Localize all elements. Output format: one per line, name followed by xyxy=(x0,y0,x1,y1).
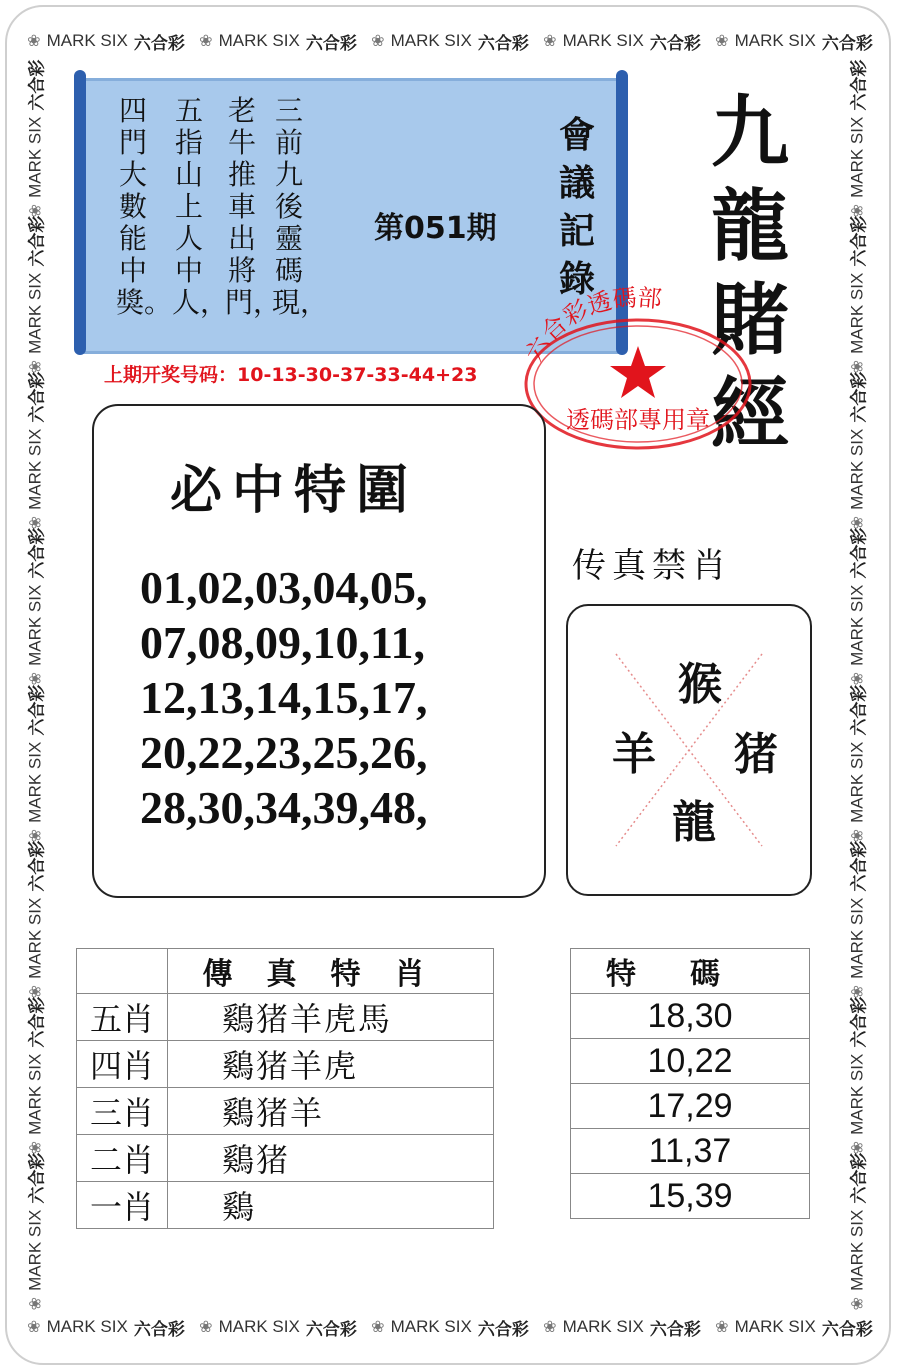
ban-zodiac-top: 猴 xyxy=(678,659,722,710)
flower-icon: ❀ xyxy=(27,1319,41,1336)
zodiac-cell: 鷄猪 xyxy=(168,1135,494,1182)
brand-cn: 六合彩 xyxy=(27,996,47,1048)
brand-watermark xyxy=(845,216,870,374)
number-row: 20,22,23,25,26, xyxy=(140,727,428,778)
brand-watermark xyxy=(845,59,870,217)
stamp-center-text: 透碼部專用章 xyxy=(566,406,710,434)
brand-strip-top xyxy=(20,26,880,56)
brand-watermark xyxy=(371,29,529,54)
brand-cn: 六合彩 xyxy=(27,215,47,267)
brand-en: MARK SIX xyxy=(25,741,44,823)
brand-en: MARK SIX xyxy=(847,116,866,198)
brand-en: MARK SIX xyxy=(847,272,866,354)
brand-watermark xyxy=(845,528,870,686)
brand-en: MARK SIX xyxy=(847,1053,866,1136)
poem-column-3: 五指山上人中人， xyxy=(172,96,229,319)
brand-watermark xyxy=(23,997,48,1155)
flower-icon: ❀ xyxy=(27,203,44,217)
brand-en: MARK SIX xyxy=(562,31,644,50)
brand-cn: 六合彩 xyxy=(649,1319,701,1339)
level-cell: 五肖 xyxy=(77,994,168,1041)
table-row xyxy=(571,1174,810,1219)
brand-watermark xyxy=(27,1315,185,1340)
flower-icon: ❀ xyxy=(27,672,44,686)
flower-icon: ❀ xyxy=(27,828,44,842)
flower-icon: ❀ xyxy=(715,33,729,50)
star-icon xyxy=(610,346,666,398)
brand-cn: 六合彩 xyxy=(133,33,185,53)
brand-cn: 六合彩 xyxy=(849,996,869,1048)
table-row xyxy=(77,1041,494,1088)
scroll-roller-left xyxy=(74,70,86,355)
flower-icon: ❀ xyxy=(543,33,557,50)
brand-watermark xyxy=(199,1315,357,1340)
table-row xyxy=(77,1088,494,1135)
flower-icon: ❀ xyxy=(849,359,866,374)
flower-icon: ❀ xyxy=(27,359,44,374)
brand-watermark xyxy=(845,841,870,999)
table-row xyxy=(77,1135,494,1182)
number-row: 28,30,34,39,48, xyxy=(140,782,428,833)
flower-icon: ❀ xyxy=(199,33,213,50)
table-header-row xyxy=(77,949,494,994)
flower-icon: ❀ xyxy=(199,1319,213,1336)
brand-en: MARK SIX xyxy=(847,897,866,979)
brand-watermark xyxy=(23,216,48,374)
brand-cn: 六合彩 xyxy=(305,33,357,53)
ban-zodiac-left: 羊 xyxy=(612,729,656,780)
brand-watermark xyxy=(845,372,870,530)
table-row xyxy=(571,1039,810,1084)
brand-en: MARK SIX xyxy=(46,31,128,50)
brand-cn: 六合彩 xyxy=(821,1319,873,1339)
brand-cn: 六合彩 xyxy=(305,1319,357,1339)
special-pool-numbers xyxy=(140,560,530,835)
brand-en: MARK SIX xyxy=(218,31,300,50)
brand-watermark xyxy=(23,372,48,530)
brand-cn: 六合彩 xyxy=(821,33,873,53)
special-code-table xyxy=(570,948,810,1219)
flower-icon: ❀ xyxy=(27,1141,44,1155)
brand-en: MARK SIX xyxy=(847,741,866,823)
fax-zodiac-table xyxy=(76,948,494,1229)
brand-watermark xyxy=(543,1315,701,1340)
brand-en: MARK SIX xyxy=(25,272,44,354)
brand-strip-left xyxy=(20,60,50,1310)
fax-table-header: 傳真特肖 xyxy=(168,949,494,994)
table-header-row xyxy=(571,949,810,994)
brand-strip-right xyxy=(842,60,872,1310)
number-row: 12,13,14,15,17, xyxy=(140,672,428,723)
flower-icon: ❀ xyxy=(27,33,41,50)
poem-column-4: 四門大數能中獎。 xyxy=(116,96,173,319)
red-seal-stamp xyxy=(514,284,762,452)
brand-en: MARK SIX xyxy=(218,1317,300,1336)
number-row: 01,02,03,04,05, xyxy=(140,562,428,613)
flower-icon: ❀ xyxy=(849,1297,866,1311)
brand-cn: 六合彩 xyxy=(27,684,47,736)
brand-watermark xyxy=(23,59,48,217)
period-label: 第051期 xyxy=(374,211,497,246)
brand-en: MARK SIX xyxy=(25,897,44,979)
flower-icon: ❀ xyxy=(27,984,44,999)
zodiac-cell: 鷄 xyxy=(168,1182,494,1229)
code-cell: 10,22 xyxy=(571,1039,810,1084)
poem-column-2: 老牛推車出將門， xyxy=(225,96,282,319)
flower-icon: ❀ xyxy=(849,672,866,686)
table-row xyxy=(77,994,494,1041)
flower-icon: ❀ xyxy=(371,1319,385,1336)
brand-watermark xyxy=(845,1153,870,1311)
brand-cn: 六合彩 xyxy=(849,684,869,736)
level-cell: 二肖 xyxy=(77,1135,168,1182)
poem-column-1: 三前九後靈碼現， xyxy=(272,96,329,319)
level-cell: 三肖 xyxy=(77,1088,168,1135)
brand-en: MARK SIX xyxy=(562,1317,644,1336)
brand-en: MARK SIX xyxy=(390,1317,472,1336)
brand-en: MARK SIX xyxy=(734,31,816,50)
flower-icon: ❀ xyxy=(849,984,866,999)
brand-cn: 六合彩 xyxy=(27,528,47,580)
flower-icon: ❀ xyxy=(27,1297,44,1311)
brand-en: MARK SIX xyxy=(847,1210,866,1292)
brand-cn: 六合彩 xyxy=(477,1319,529,1339)
zodiac-cell: 鷄猪羊虎馬 xyxy=(168,994,494,1041)
brand-en: MARK SIX xyxy=(847,428,866,511)
level-cell: 一肖 xyxy=(77,1182,168,1229)
brand-en: MARK SIX xyxy=(25,428,44,511)
brand-watermark xyxy=(23,841,48,999)
brand-cn: 六合彩 xyxy=(849,840,869,892)
last-draw-numbers: 上期开奖号码：10-13-30-37-33-44+23 xyxy=(104,364,478,386)
brand-cn: 六合彩 xyxy=(27,371,47,423)
code-cell: 15,39 xyxy=(571,1174,810,1219)
brand-en: MARK SIX xyxy=(25,116,44,198)
flower-icon: ❀ xyxy=(715,1319,729,1336)
page-title: 九龍賭經 xyxy=(710,87,789,460)
brand-en: MARK SIX xyxy=(46,1317,128,1336)
brand-watermark xyxy=(23,1153,48,1311)
brand-cn: 六合彩 xyxy=(649,33,701,53)
brand-cn: 六合彩 xyxy=(27,59,47,111)
brand-watermark xyxy=(27,29,185,54)
code-table-header: 特碼 xyxy=(571,949,810,994)
ban-zodiac-right: 猪 xyxy=(734,729,778,780)
zodiac-cell: 鷄猪羊虎 xyxy=(168,1041,494,1088)
brand-en: MARK SIX xyxy=(734,1317,816,1336)
fax-ban-title: 传真禁肖 xyxy=(572,546,732,586)
meeting-record-label: 會議記錄 xyxy=(558,115,595,300)
brand-cn: 六合彩 xyxy=(849,215,869,267)
code-cell: 11,37 xyxy=(571,1129,810,1174)
zodiac-cell: 鷄猪羊 xyxy=(168,1088,494,1135)
flower-icon: ❀ xyxy=(849,828,866,842)
flower-icon: ❀ xyxy=(849,203,866,217)
level-cell: 四肖 xyxy=(77,1041,168,1088)
flower-icon: ❀ xyxy=(371,33,385,50)
brand-watermark xyxy=(23,684,48,842)
brand-en: MARK SIX xyxy=(25,1053,44,1136)
brand-cn: 六合彩 xyxy=(133,1319,185,1339)
flower-icon: ❀ xyxy=(849,516,866,530)
brand-cn: 六合彩 xyxy=(849,1153,869,1205)
special-pool-title: 必中特圍 xyxy=(170,460,419,521)
brand-en: MARK SIX xyxy=(847,585,866,667)
brand-watermark xyxy=(845,684,870,842)
brand-en: MARK SIX xyxy=(25,1210,44,1292)
ban-zodiac-bottom: 龍 xyxy=(672,797,716,848)
brand-cn: 六合彩 xyxy=(849,371,869,423)
table-row xyxy=(571,1084,810,1129)
brand-watermark xyxy=(23,528,48,686)
brand-cn: 六合彩 xyxy=(477,33,529,53)
brand-watermark xyxy=(715,1315,873,1340)
brand-strip-bottom xyxy=(20,1312,880,1342)
brand-watermark xyxy=(199,29,357,54)
brand-en: MARK SIX xyxy=(390,31,472,50)
code-cell: 18,30 xyxy=(571,994,810,1039)
flower-icon: ❀ xyxy=(849,1141,866,1155)
brand-cn: 六合彩 xyxy=(27,840,47,892)
brand-en: MARK SIX xyxy=(25,585,44,667)
brand-watermark xyxy=(543,29,701,54)
stamp-ring-text: 六合彩透碼部 xyxy=(520,284,663,367)
flower-icon: ❀ xyxy=(27,516,44,530)
table-row xyxy=(571,1129,810,1174)
number-row: 07,08,09,10,11, xyxy=(140,617,425,668)
brand-cn: 六合彩 xyxy=(27,1153,47,1205)
brand-watermark xyxy=(845,997,870,1155)
flower-icon: ❀ xyxy=(543,1319,557,1336)
table-row xyxy=(77,1182,494,1229)
brand-cn: 六合彩 xyxy=(849,59,869,111)
brand-watermark xyxy=(371,1315,529,1340)
table-row xyxy=(571,994,810,1039)
brand-cn: 六合彩 xyxy=(849,528,869,580)
code-cell: 17,29 xyxy=(571,1084,810,1129)
brand-watermark xyxy=(715,29,873,54)
